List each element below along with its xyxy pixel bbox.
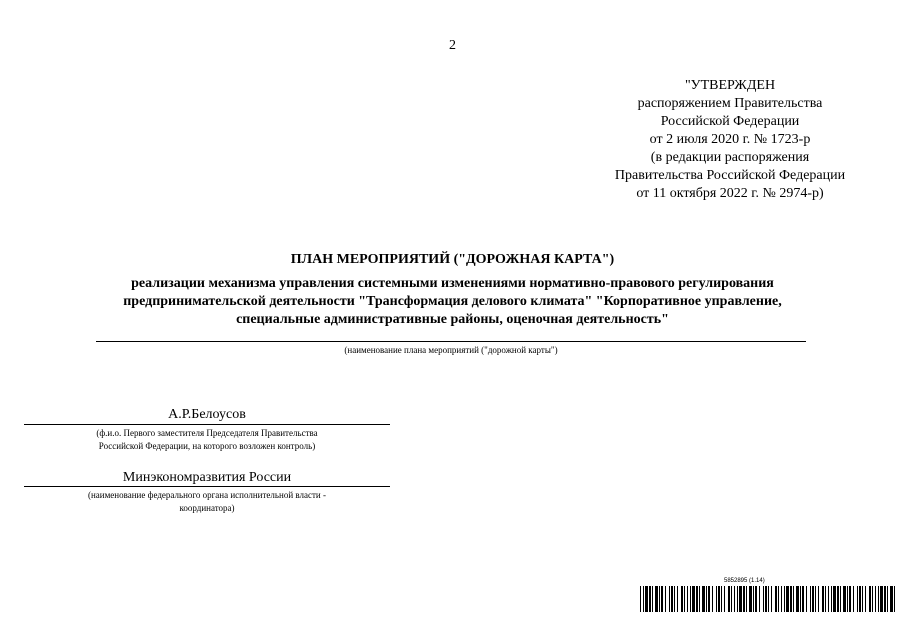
barcode-bar [661,586,663,612]
barcode-bar [800,586,801,612]
barcode-bar [884,586,886,612]
barcode-bar [771,586,772,612]
barcode-bar [690,586,691,612]
plan-title: ПЛАН МЕРОПРИЯТИЙ ("ДОРОЖНАЯ КАРТА") [290,252,615,267]
barcode-bar [828,586,829,612]
barcode-bar [746,586,747,612]
barcode-bar [743,586,745,612]
barcode-bar [652,586,653,612]
barcode-bar [643,586,644,612]
barcode-bar [786,586,789,612]
barcode-bar [775,586,777,612]
barcode-bar [790,586,792,612]
barcode-bar [708,586,710,612]
barcode-bar [847,586,848,612]
barcode-bar [768,586,769,612]
approval-line: Правительства Российской Федерации [614,168,846,183]
barcode-bar [721,586,722,612]
barcode-bar [793,586,794,612]
barcode-bar [765,586,767,612]
barcode-bar [763,586,764,612]
approval-line: от 11 октября 2022 г. № 2974-р) [636,186,824,201]
plan-subtitle-line: предпринимательской деятельности "Трансформация делового климата" "Корпоративное управление, [123,294,782,309]
barcode-icon [640,586,896,612]
barcode-bar [784,586,785,612]
plan-underline [96,341,806,342]
barcode-bar [796,586,799,612]
barcode-bar [862,586,863,612]
coordinator-caption-line: координатора) [179,503,235,513]
barcode-bar [875,586,876,612]
barcode-bar [865,586,866,612]
barcode-bar [812,586,814,612]
barcode-bar [724,586,725,612]
barcode-bar [802,586,804,612]
responsible-name: А.Р.Белоусов [168,407,246,422]
responsible-underline [24,424,390,425]
barcode-bar [716,586,717,612]
page-number: 2 [449,38,456,53]
barcode-bar [687,586,688,612]
barcode-bar [857,586,858,612]
barcode-bar [810,586,811,612]
barcode-number: 5852895 (1.14) [724,578,765,584]
barcode-bar [669,586,670,612]
plan-caption: (наименование плана мероприятий ("дорожной карты") [344,345,558,355]
barcode-bar [880,586,883,612]
responsible-caption-line: Российской Федерации, на которого возложен контроль) [98,441,316,451]
approval-line: от 2 июля 2020 г. № 1723-р [649,132,811,147]
coordinator-underline [24,486,390,487]
barcode-bar [853,586,854,612]
barcode-bar [840,586,841,612]
barcode-bar [671,586,673,612]
coordinator-name: Минэкономразвития России [122,470,292,485]
barcode-bar [859,586,861,612]
barcode-bar [890,586,893,612]
barcode-bar [684,586,685,612]
barcode-bar [822,586,824,612]
barcode-bar [818,586,819,612]
barcode-bar [833,586,836,612]
approval-line: (в редакции распоряжения [650,150,810,165]
barcode-bar [806,586,807,612]
barcode-bar [692,586,695,612]
approval-line: распоряжением Правительства [637,96,823,111]
barcode-bar [681,586,683,612]
barcode-bar [649,586,651,612]
barcode-bar [728,586,730,612]
barcode-bar [843,586,846,612]
responsible-caption [24,427,390,453]
approval-line: Российской Федерации [660,114,800,129]
barcode-bar [712,586,713,612]
barcode-bar [665,586,666,612]
barcode-bar [759,586,760,612]
barcode-bar [878,586,879,612]
plan-subtitle-line: специальные административные районы, оценочная деятельность" [236,312,669,327]
barcode-bar [755,586,757,612]
barcode-bar [869,586,871,612]
barcode-bar [753,586,754,612]
approval-line: "УТВЕРЖДЕН [684,78,776,93]
barcode-bar [894,586,895,612]
barcode-bar [677,586,678,612]
barcode-bar [825,586,826,612]
barcode-bar [706,586,707,612]
barcode-bar [655,586,658,612]
barcode-bar [872,586,873,612]
plan-subtitle-line: реализации механизма управления системными изменениями нормативно-правового регулирования [131,276,774,291]
barcode-bar [699,586,700,612]
barcode-bar [734,586,735,612]
plan-subtitle [0,275,905,329]
coordinator-caption-line: (наименование федерального органа исполнительной власти - [87,490,326,500]
barcode-bar [737,586,738,612]
coordinator-caption [24,489,390,515]
barcode-bar [674,586,675,612]
responsible-caption-line: (ф.и.о. Первого заместителя Председателя Правительства [96,428,318,438]
barcode-bar [696,586,698,612]
barcode-bar [659,586,660,612]
barcode-bar [815,586,816,612]
barcode-bar [781,586,782,612]
barcode-bar [718,586,720,612]
barcode-bar [731,586,732,612]
barcode-bar [739,586,742,612]
barcode-bar [887,586,888,612]
barcode-bar [778,586,779,612]
approval-stamp [595,77,865,203]
barcode-bar [702,586,705,612]
barcode-bar [849,586,851,612]
barcode-bar [831,586,832,612]
barcode-bar [749,586,752,612]
barcode-bar [837,586,839,612]
barcode-bar [640,586,641,612]
barcode-bar [645,586,648,612]
